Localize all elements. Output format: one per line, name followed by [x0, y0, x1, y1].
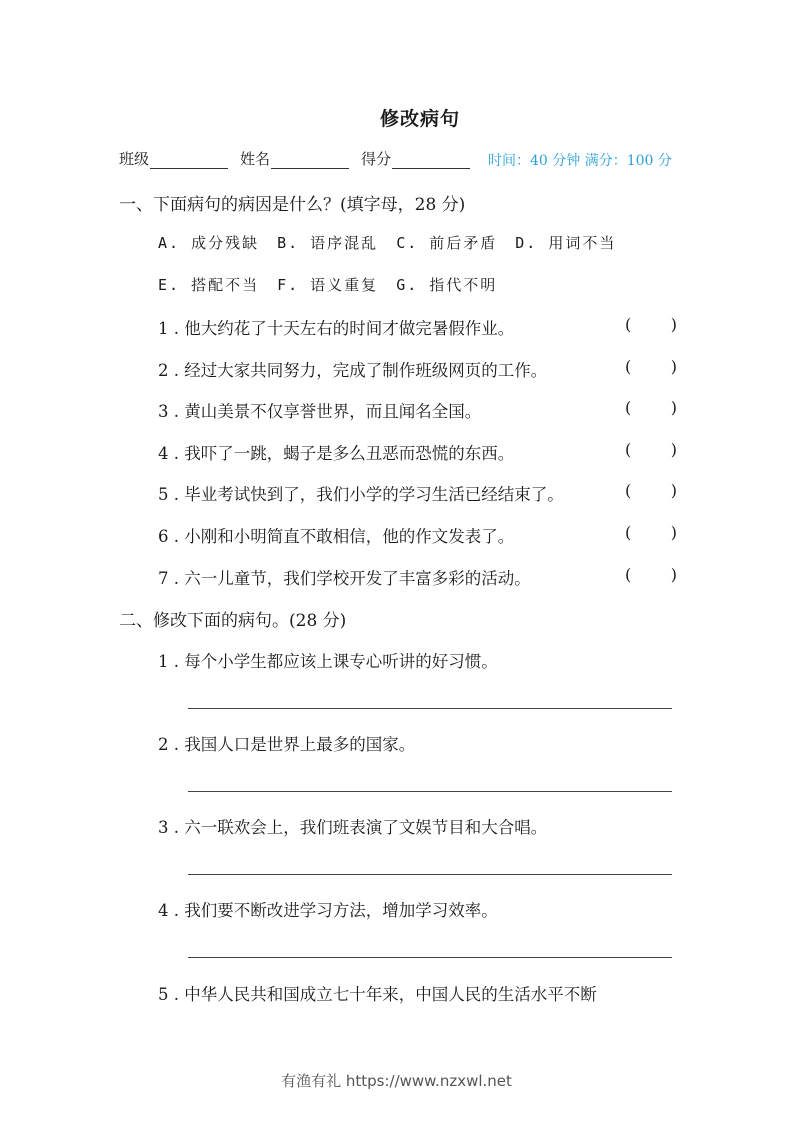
- option-b: B. 语序混乱: [277, 234, 379, 252]
- answer-paren-2[interactable]: ( ): [625, 357, 677, 376]
- score-label: 得分: [361, 150, 392, 168]
- answer-line-2[interactable]: [188, 791, 672, 792]
- option-a: A. 成分残缺: [158, 234, 260, 252]
- s1-question-6: 6 . 小刚和小明简直不敢相信，他的作文发表了。: [158, 527, 515, 546]
- s2-question-1: 1 . 每个小学生都应该上课专心听讲的好习惯。: [158, 652, 498, 671]
- s1-question-3: 3 . 黄山美景不仅享誉世界，而且闻名全国。: [158, 402, 482, 421]
- class-label: 班级: [119, 150, 150, 168]
- answer-paren-1[interactable]: ( ): [625, 315, 677, 334]
- answer-line-4[interactable]: [188, 957, 672, 958]
- score-field: [361, 148, 478, 169]
- answer-paren-4[interactable]: ( ): [625, 440, 677, 459]
- s2-question-3: 3 . 六一联欢会上，我们班表演了文娱节目和大合唱。: [158, 818, 548, 837]
- class-blank[interactable]: [150, 154, 228, 169]
- answer-line-1[interactable]: [188, 708, 672, 709]
- answer-paren-5[interactable]: ( ): [625, 481, 677, 500]
- section2-heading: 二、修改下面的病句。(28 分): [119, 611, 347, 631]
- s1-question-5: 5 . 毕业考试快到了，我们小学的学习生活已经结束了。: [158, 485, 564, 504]
- answer-line-3[interactable]: [188, 874, 672, 875]
- time-score-meta: 时间：40 分钟 满分：100 分: [488, 153, 672, 169]
- name-field: [240, 148, 357, 169]
- answer-paren-3[interactable]: ( ): [625, 398, 677, 417]
- options-row-1: [158, 232, 634, 253]
- class-field: [119, 148, 236, 169]
- section1-heading: 一、下面病句的病因是什么？(填字母，28 分): [119, 195, 466, 215]
- name-blank[interactable]: [271, 154, 349, 169]
- option-e: E. 搭配不当: [158, 276, 260, 294]
- option-d: D. 用词不当: [515, 234, 617, 252]
- s2-question-2: 2 . 我国人口是世界上最多的国家。: [158, 735, 416, 754]
- option-g: G. 指代不明: [396, 276, 498, 294]
- answer-paren-7[interactable]: ( ): [625, 565, 677, 584]
- option-c: C. 前后矛盾: [396, 234, 498, 252]
- s2-question-5: 5 . 中华人民共和国成立七十年来，中国人民的生活水平不断: [158, 985, 597, 1004]
- name-label: 姓名: [240, 150, 271, 168]
- option-f: F. 语义重复: [277, 276, 379, 294]
- s1-question-7: 7 . 六一儿童节，我们学校开发了丰富多彩的活动。: [158, 569, 531, 588]
- score-blank[interactable]: [392, 154, 470, 169]
- s1-question-2: 2 . 经过大家共同努力，完成了制作班级网页的工作。: [158, 361, 548, 380]
- footer-watermark: 有渔有礼 https://www.nzxwl.net: [281, 1072, 512, 1090]
- page-title: 修改病句: [379, 108, 460, 130]
- s1-question-1: 1 . 他大约花了十天左右的时间才做完暑假作业。: [158, 319, 515, 338]
- answer-paren-6[interactable]: ( ): [625, 523, 677, 542]
- s1-question-4: 4 . 我吓了一跳，蝎子是多么丑恶而恐慌的东西。: [158, 444, 515, 463]
- s2-question-4: 4 . 我们要不断改进学习方法，增加学习效率。: [158, 901, 498, 920]
- options-row-2: [158, 274, 515, 295]
